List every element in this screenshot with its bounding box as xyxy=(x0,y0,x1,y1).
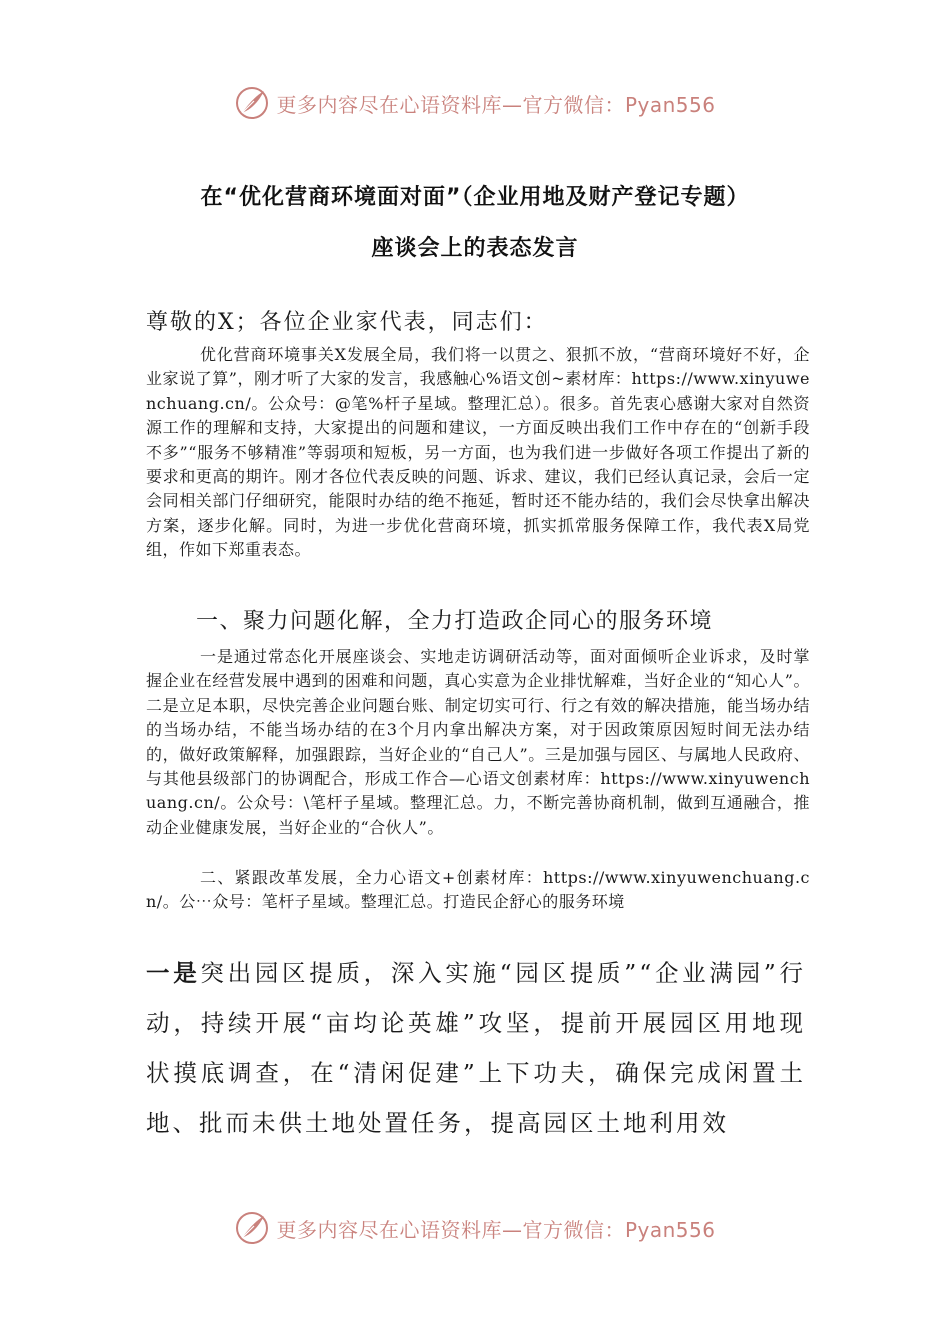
quill-logo-icon xyxy=(234,1210,270,1246)
section-heading-1: 一、聚力问题化解，全力打造政企同心的服务环境 xyxy=(196,609,714,634)
paragraph-section1: 一是通过常态化开展座谈会、实地走访调研活动等，面对面倾听企业诉求，及时掌握企业在经营发展中遇到的困难和问题，真心实意为企业排忧解难，当好企业的“知心人”。二是立足本职，尽快完善企业问题台账、制定切实可行、行之有效的解决措施，能当场办结的当场办结，不能当场办结的在3个月内拿出解决方案，对于因政策原因短时间无法办结的，做好政策解释，加强跟踪，当好企业的“自己人”。三是加强与园区、与属地人民政府、与其他县级部门的协调配合，形成工作合—心语文创素材库：https://www.xinyuwenchuang.cn/。公众号：\笔杆子星域。整理汇总。力，不断完善协商机制，做到互通融合，推动企业健康发展，当好企业的“合伙人”。 xyxy=(146,647,810,837)
quill-logo-icon xyxy=(234,85,270,121)
watermark-footer xyxy=(0,1208,950,1248)
watermark-text: 更多内容尽在心语资料库—官方微信：Pyan556 xyxy=(276,92,716,117)
document-title-line1: 在“优化营商环境面对面”（企业用地及财产登记专题） xyxy=(200,185,750,210)
salutation: 尊敬的X；各位企业家代表，同志们： xyxy=(146,310,548,335)
watermark-header xyxy=(0,83,950,123)
big-text: 突出园区提质，深入实施“园区提质”“企业满园”行动，持续开展“亩均论英雄”攻坚，提前开展园区用地现状摸底调查，在“清闲促建”上下功夫，确保完成闲置土地、批而未供土地处置任务，提高园区土地利用效 xyxy=(146,959,807,1137)
document-title-line2: 座谈会上的表态发言 xyxy=(371,236,579,261)
big-lead: 一是 xyxy=(146,959,201,987)
paragraph-intro: 优化营商环境事关X发展全局，我们将一以贯之、狠抓不放，“营商环境好不好，企业家说了算”，刚才听了大家的发言，我感触心%语文创~素材库：https://www.xinyuwenchuang.cn/。公众号：@笔%杆子星域。整理汇总）。很多。首先衷心感谢大家对自然资源工作的理解和支持，大家提出的问题和建议，一方面反映出我们工作中存在的“创新手段不多”“服务不够精准”等弱项和短板，另一方面，也为我们进一步做好各项工作提出了新的要求和更高的期许。刚才各位代表反映的问题、诉求、建议，我们已经认真记录，会后一定会同相关部门仔细研究，能限时办结的绝不拖延，暂时还不能办结的，我们会尽快拿出解决方案，逐步化解。同时，为进一步优化营商环境，抓实抓常服务保障工作，我代表X局党组，作如下郑重表态。 xyxy=(146,345,810,560)
paragraph-section2-heading: 二、紧跟改革发展，全力心语文+创素材库：https://www.xinyuwenchuang.cn/。公⋯众号：笔杆子星域。整理汇总。打造民企舒心的服务环境 xyxy=(146,868,810,912)
watermark-text: 更多内容尽在心语资料库—官方微信：Pyan556 xyxy=(276,1217,716,1242)
paragraph-large-text xyxy=(146,948,806,1148)
